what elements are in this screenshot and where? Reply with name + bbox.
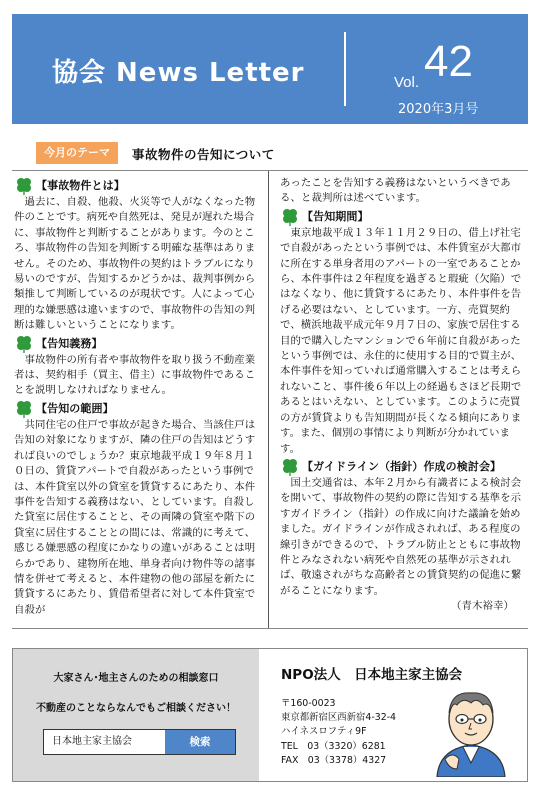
section-heading-text: 【事故物件とは】 [36, 179, 125, 193]
section-body: 共同住宅の住戸で事故が起きた場合、当該住戸は告知の対象になりますが、隣の住戸の告知はどうすれば良いのでしょうか？東京地裁平成１９年８月１０日の、賃貸アパートで自殺があったという事例では、本件貸室以外の貸室を賃貸するにあたり、本件事件を告知する義務はない、としています。自殺した貸室に居住することと、その両隣の貸室や階下の貸室に居住することとの間には、常識的に考えて、感じる嫌悪感の程度にかなりの違いがあることは明らかであり、建物所在地、単身者向け物件等の諸事情を併せて考えると、本件建物の他の部屋を新たに賃貸するにあたり、賃借希望者に対して本件貸室で自殺が [14, 418, 256, 616]
section-heading-text: 【告知期間】 [302, 210, 369, 224]
section-heading-text: 【ガイドライン（指針）作成の検討会】 [302, 460, 502, 474]
search-button[interactable]: 検索 [165, 730, 235, 754]
issue-date: 2020年3月号 [398, 102, 479, 117]
mascot-illustration [431, 685, 511, 777]
search-box [43, 729, 236, 755]
newsletter-title: 協会 News Letter [52, 58, 305, 88]
masthead-divider [344, 32, 346, 106]
consultation-title: 大家さん･地主さんのための相談窓口 [53, 673, 219, 684]
street-address: 東京都新宿区西新宿4-32-4 [281, 712, 397, 724]
clover-icon [14, 335, 34, 353]
section-body: 事故物件の所有者や事故物件を取り扱う不動産業者は、契約相手（買主、借主）に事故物件であることを説明しなければなりません。 [14, 353, 256, 397]
building-name: ハイネスロフティ9F [281, 726, 367, 738]
fax: FAX 03（3378）4327 [281, 754, 387, 766]
masthead [12, 14, 528, 124]
section-heading [14, 335, 260, 353]
column-right [280, 176, 522, 615]
search-input[interactable]: 日本地主家主協会 [52, 736, 132, 747]
footer-box [12, 648, 528, 782]
clover-icon [14, 177, 34, 195]
volume-number: 42 [424, 37, 473, 86]
section-heading-text: 【告知義務】 [36, 336, 103, 350]
volume-label: Vol. [394, 74, 420, 91]
postal-code: 〒160-0023 [281, 698, 336, 709]
consultation-panel [13, 649, 259, 781]
section-body: 過去に、自殺、他殺、火災等で人がなくなった物件のことです。病死や自然死は、発見が遅れた場合に、事故物件と判断することがあります。今のところ、事故物件の告知を判断する明確な基準はありません。そのため、事故物件の契約はトラブルになり易いのですが、告知するかどうかは、裁判事例から類推して判断しているのが現状です。人によって心理的な嫌悪感は違いますので、事故物件の告知の判断は難しいということになります。 [14, 196, 256, 332]
clover-icon [14, 400, 34, 418]
consultation-message: 不動産のことならなんでもご相談ください！ [36, 703, 236, 714]
telephone: TEL 03（3320）6281 [281, 740, 386, 752]
section-body: あったことを告知する義務はないというべきである、と裁判所は述べています。 [280, 177, 511, 205]
column-divider [268, 171, 269, 629]
section-heading [14, 177, 260, 195]
theme-badge: 今月のテーマ [36, 142, 118, 164]
divider-bottom [12, 628, 528, 629]
author-signoff: （青木裕幸） [451, 600, 514, 613]
theme-title: 事故物件の告知について [132, 147, 275, 162]
column-left [14, 176, 260, 618]
section-body: 国土交通省は、本年２月から有識者による検討会を開いて、事故物件の契約の際に告知する基準を示すガイドライン（指針）の作成に向けた議論を始めました。ガイドラインが作成されれば、ある程度の線引きができるので、トラブル防止とともに事故物件とみなされない病死や自然死の基準が示されれば、敬遠されがちな高齢者との賃貸契約の促進に繋がることになります。 [280, 476, 522, 597]
clover-icon [280, 208, 300, 226]
divider-top [12, 170, 528, 171]
section-heading [280, 208, 522, 226]
organization-name: NPO法人 日本地主家主協会 [281, 667, 463, 683]
clover-icon [280, 458, 300, 476]
section-heading [280, 458, 522, 476]
section-heading-text: 【告知の範囲】 [36, 402, 114, 416]
section-heading [14, 400, 260, 418]
contact-address [281, 697, 396, 768]
section-body: 東京地裁平成１３年１１月２９日の、借上げ社宅で自殺があったという事例では、本件賃室が大都市に所在する単身者用のアパートの一室であることから、本件事件は２年程度を過ぎると瑕疵（欠陥）ではなくなり、他に賃貸するにあたり、本件事件を告げる必要はない、としています。一方、売買契約で、横浜地裁平成元年９月７日の、家族で居住する目的で購入したマンションで６年前に自殺があったという事例では、永住的に使用する目的で買主が、本件事件を知っていれば通常購入することは考えられないこと、事件後６年以上の経過もさほど長期であるとはいえない、としています。このように売買の方が賃貸よりも告知期間が長くなる傾向にあります。また、個別の事情により判断が分かれています。 [280, 226, 522, 455]
